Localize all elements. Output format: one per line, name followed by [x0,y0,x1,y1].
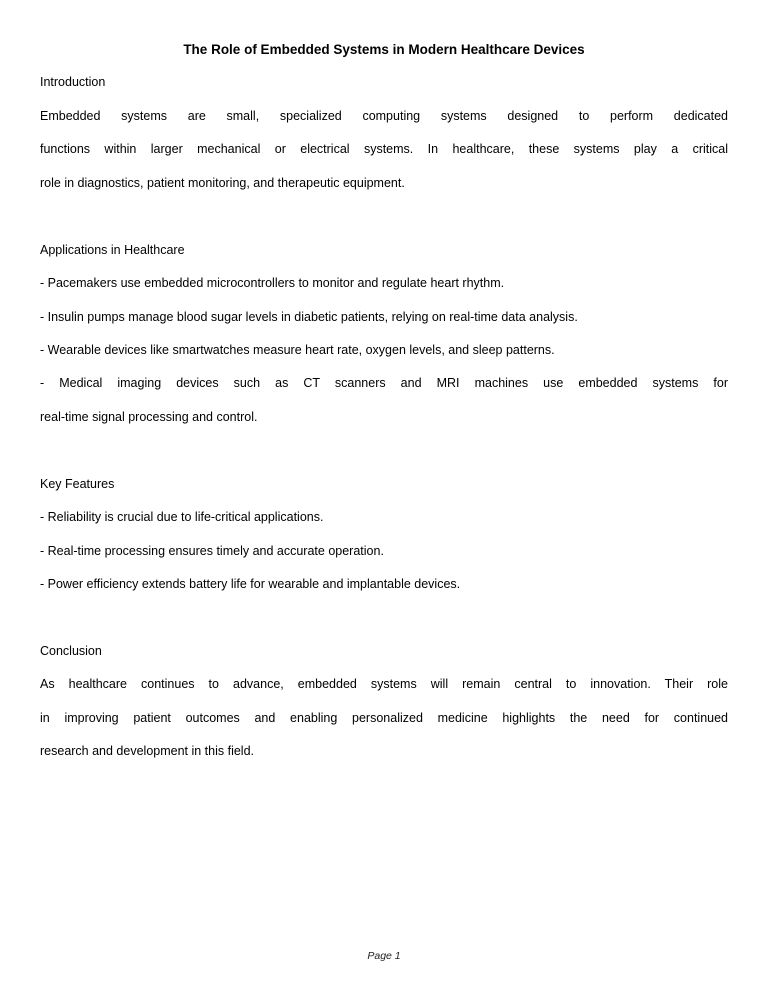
paragraph-line: Embedded systems are small, specialized computing systems designed to perform dedicated [40,108,728,123]
blank-line [40,601,728,634]
paragraph-line: real-time signal processing and control. [40,409,258,424]
paragraph-line: - Real-time processing ensures timely and accurate operation. [40,543,384,558]
section-heading: Key Features [40,476,115,491]
paragraph-line: in improving patient outcomes and enabling personalized medicine highlights the need for continued [40,710,728,725]
paragraph-line: - Power efficiency extends battery life for wearable and implantable devices. [40,577,461,591]
blank-line [40,200,728,233]
paragraph-line: functions within larger mechanical or electrical systems. In healthcare, these systems play a critical [40,142,728,157]
paragraph-line: role in diagnostics, patient monitoring, and therapeutic equipment. [40,175,405,190]
page-number-footer: Page 1 [367,950,401,962]
section-heading: Conclusion [40,643,102,658]
paragraph-line: research and development in this field. [40,744,255,759]
paragraph-line: - Insulin pumps manage blood sugar levels in diabetic patients, relying on real-time data analysis. [40,309,578,324]
paragraph-line: - Wearable devices like smartwatches measure heart rate, oxygen levels, and sleep patterns. [40,342,555,357]
paragraph-line: As healthcare continues to advance, embedded systems will remain central to innovation. Their role [40,677,728,692]
section-heading: Introduction [40,75,106,90]
paragraph-line: - Medical imaging devices such as CT scanners and MRI machines use embedded systems for [40,376,728,391]
section-heading: Applications in Healthcare [40,242,185,257]
document-body [40,33,728,769]
paragraph-line: - Pacemakers use embedded microcontrollers to monitor and regulate heart rhythm. [40,276,505,291]
paragraph-line: - Reliability is crucial due to life-critical applications. [40,510,324,525]
blank-line [40,434,728,467]
document-title: The Role of Embedded Systems in Modern Healthcare Devices [183,42,585,57]
